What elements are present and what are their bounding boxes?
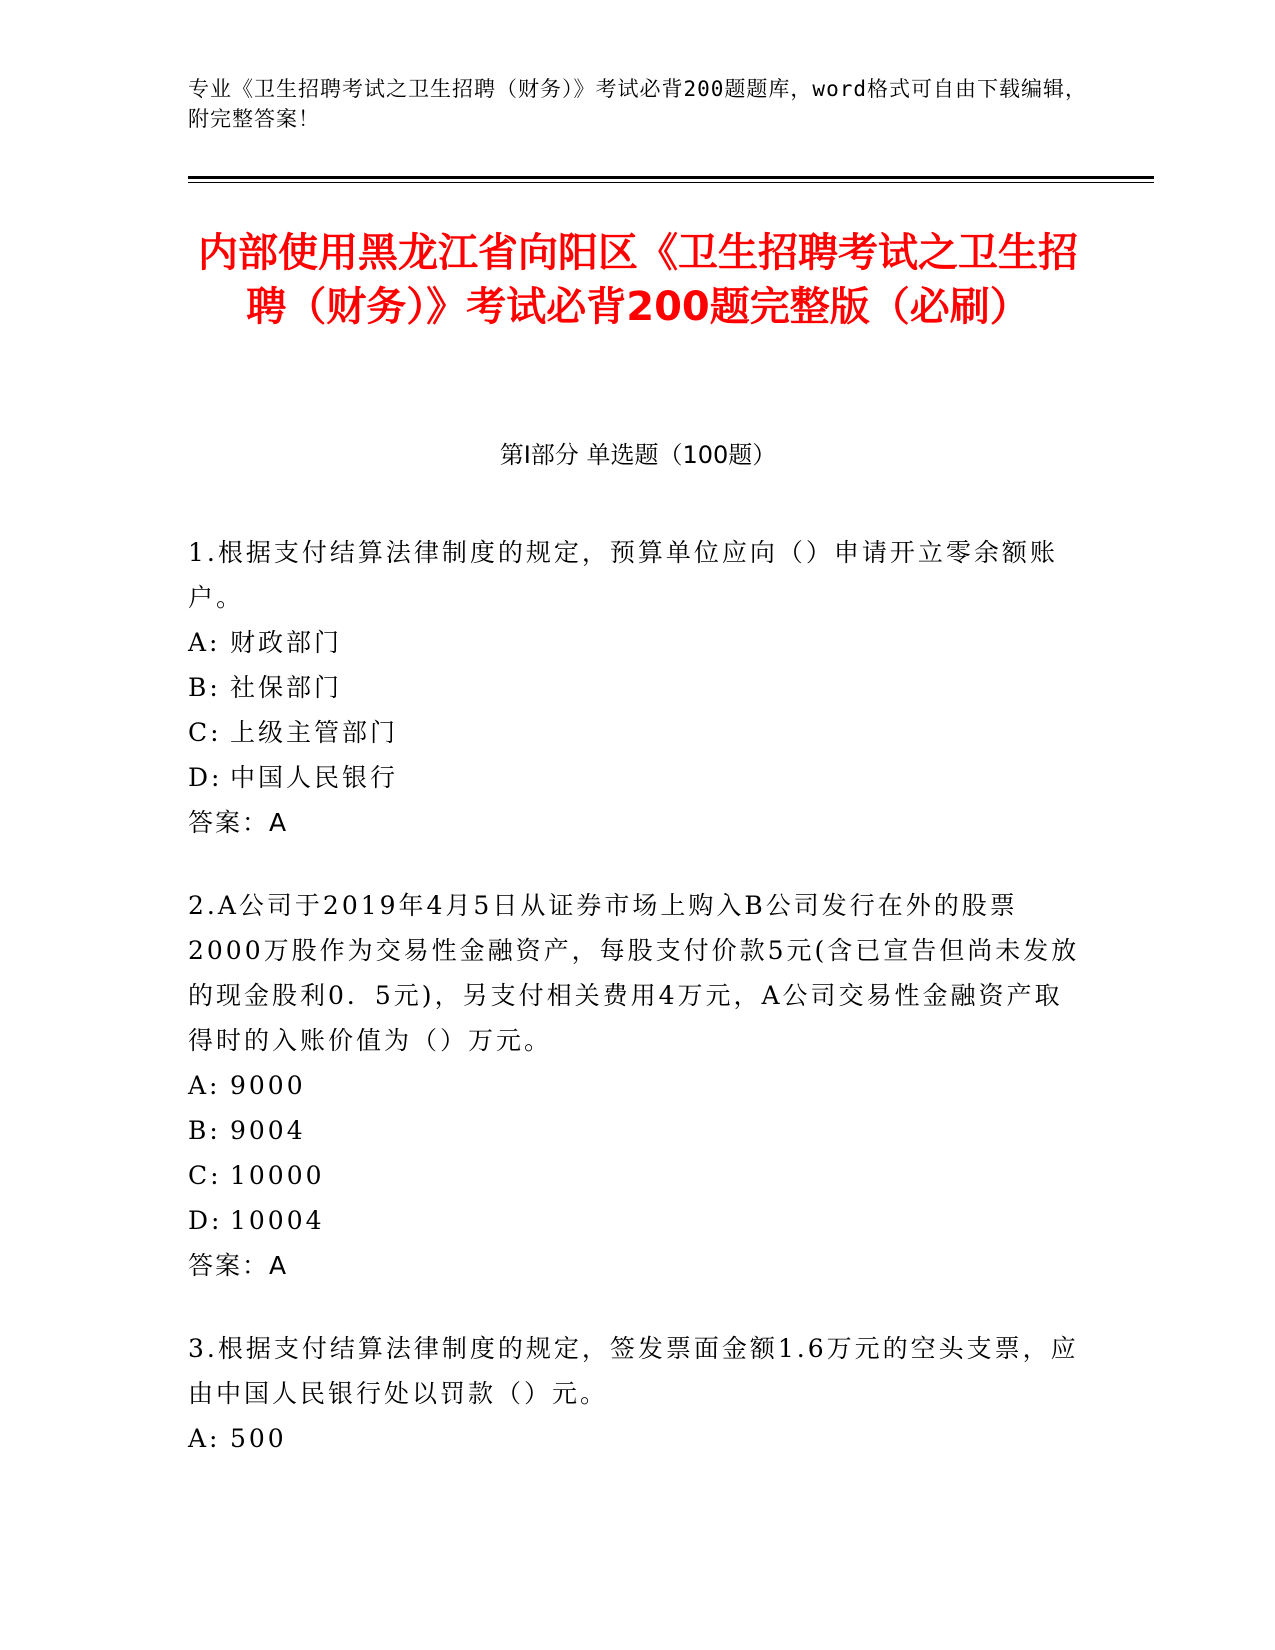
option-text: 9004 bbox=[230, 1116, 306, 1145]
question-item bbox=[188, 883, 1088, 1288]
option-text: 财政部门 bbox=[230, 628, 343, 657]
option-text: 上级主管部门 bbox=[230, 718, 399, 747]
header-note: 专业《卫生招聘考试之卫生招聘（财务）》考试必背200题题库，word格式可自由下载编辑，附完整答案！ bbox=[188, 77, 1087, 131]
option-text: 10004 bbox=[230, 1206, 325, 1235]
option-letter: C: bbox=[188, 718, 222, 747]
option-letter: D: bbox=[188, 763, 223, 792]
option-text: 10000 bbox=[230, 1161, 325, 1190]
question-stem: 2.A公司于2019年4月5日从证券市场上购入B公司发行在外的股票2000万股作为交易性金融资产，每股支付价款5元(含已宣告但尚未发放的现金股利0．5元)，另支付相关费用4万元，A公司交易性金融资产取得时的入账价值为（）万元。 bbox=[188, 891, 1080, 1055]
option-b bbox=[188, 665, 1088, 710]
option-letter: C: bbox=[188, 1161, 222, 1190]
option-b bbox=[188, 1108, 1088, 1153]
option-d bbox=[188, 755, 1088, 800]
question-item bbox=[188, 1326, 1088, 1461]
question-list bbox=[188, 530, 1088, 1499]
option-text: 中国人民银行 bbox=[230, 763, 399, 792]
question-stem: 3.根据支付结算法律制度的规定，签发票面金额1.6万元的空头支票，应由中国人民银行处以罚款（）元。 bbox=[188, 1334, 1079, 1408]
option-letter: D: bbox=[188, 1206, 223, 1235]
option-c bbox=[188, 1153, 1088, 1198]
question-stem: 1.根据支付结算法律制度的规定，预算单位应向（）申请开立零余额账户。 bbox=[188, 538, 1058, 612]
option-text: 500 bbox=[230, 1424, 287, 1453]
option-letter: A: bbox=[188, 1071, 221, 1100]
option-d bbox=[188, 1198, 1088, 1243]
option-text: 9000 bbox=[230, 1071, 306, 1100]
question-item bbox=[188, 530, 1088, 845]
option-a bbox=[188, 1416, 1088, 1461]
option-a bbox=[188, 1063, 1088, 1108]
option-text: 社保部门 bbox=[230, 673, 343, 702]
answer-line: 答案：A bbox=[188, 808, 289, 837]
option-letter: A: bbox=[188, 1424, 221, 1453]
option-a bbox=[188, 620, 1088, 665]
option-letter: B: bbox=[188, 673, 221, 702]
option-letter: B: bbox=[188, 1116, 221, 1145]
option-c bbox=[188, 710, 1088, 755]
section-title: 第Ⅰ部分 单选题（100题） bbox=[499, 441, 777, 469]
document-title: 内部使用黑龙江省向阳区《卫生招聘考试之卫生招聘（财务）》考试必背200题完整版（必刷） bbox=[198, 230, 1078, 330]
header-divider-thin bbox=[188, 182, 1154, 183]
header-divider-thick bbox=[188, 176, 1154, 179]
answer-line: 答案：A bbox=[188, 1251, 289, 1280]
option-letter: A: bbox=[188, 628, 221, 657]
